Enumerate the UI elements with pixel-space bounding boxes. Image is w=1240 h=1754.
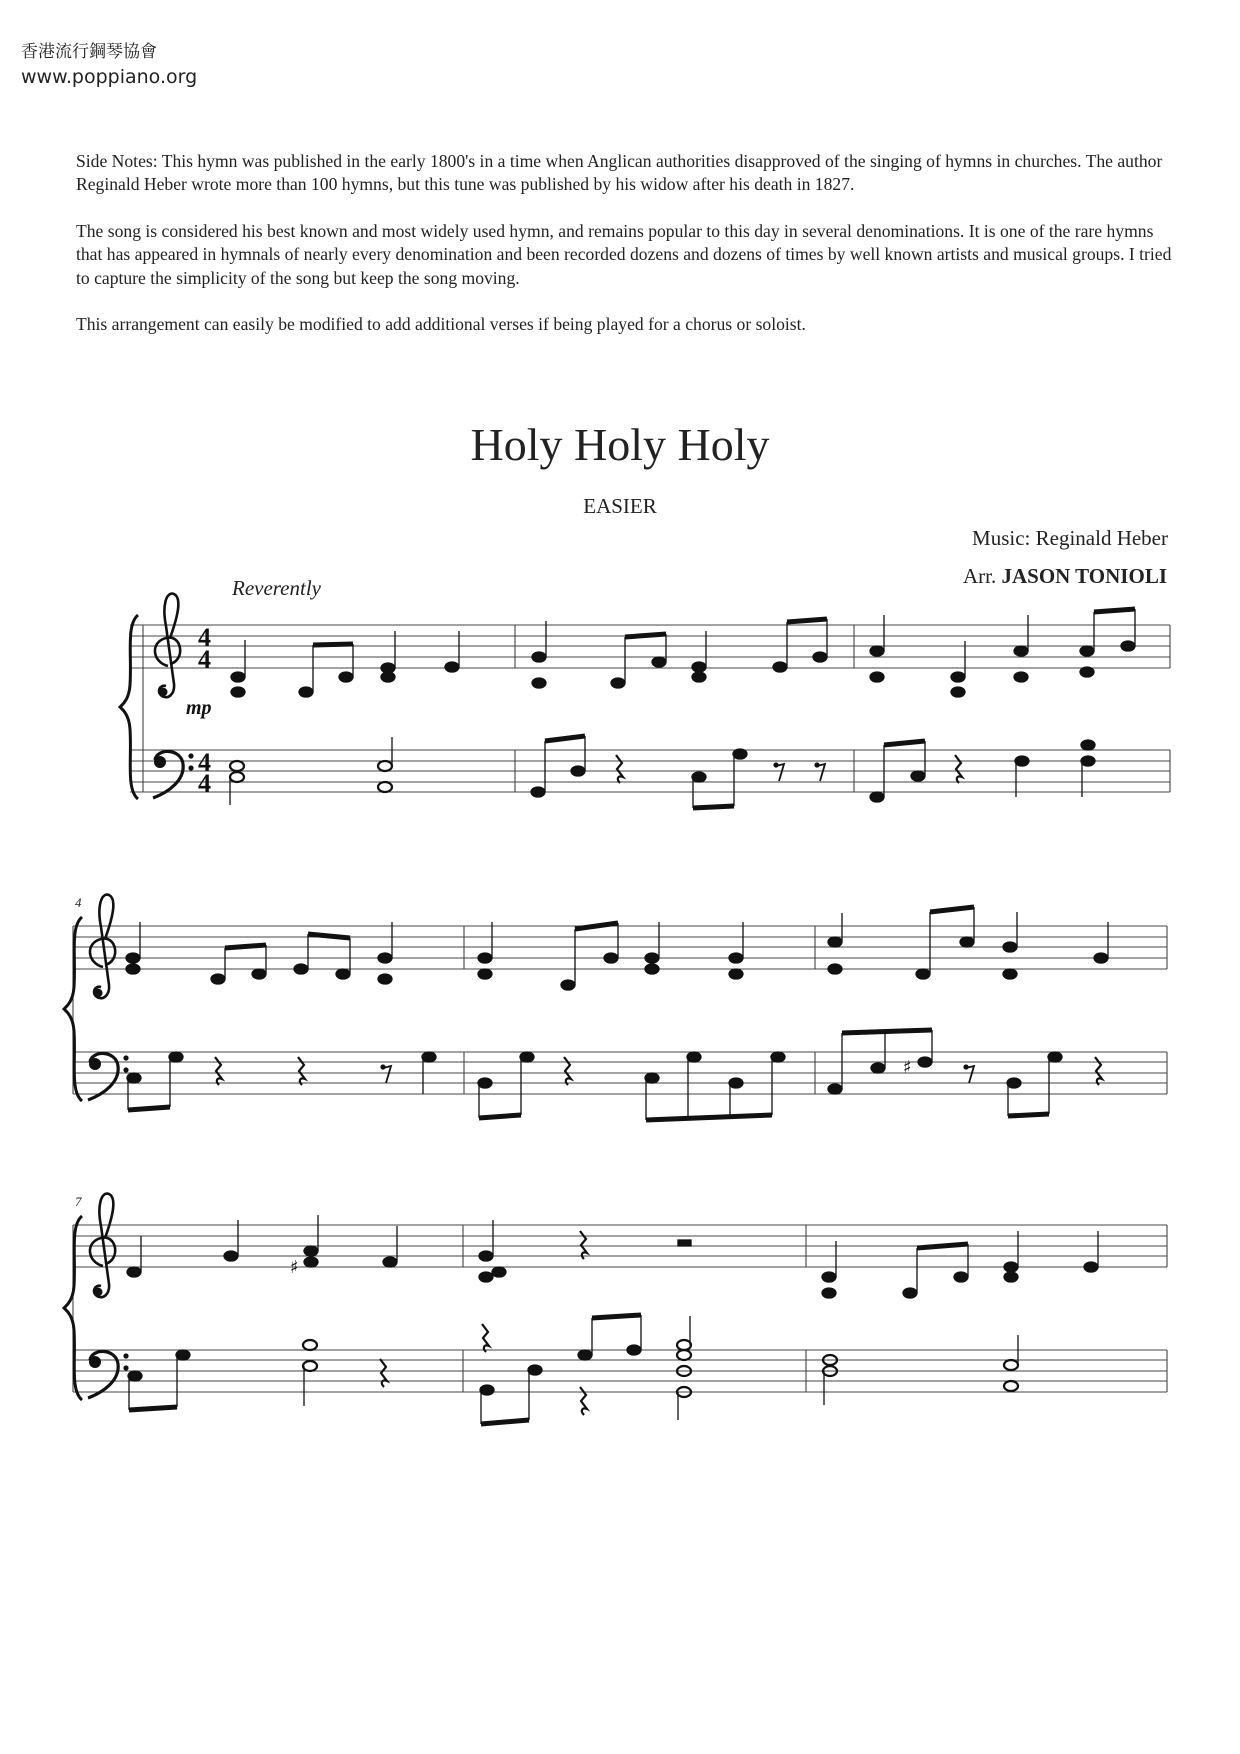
side-note-paragraph: This arrangement can easily be modified to add additional verses if being played for a chorus or soloist. xyxy=(76,314,806,335)
system-1 xyxy=(120,594,1170,808)
watermark-association-name: 香港流行鋼琴協會 xyxy=(21,42,157,62)
score-subtitle: EASIER xyxy=(583,494,657,518)
bass-clef-icon xyxy=(88,1053,129,1100)
svg-text:4: 4 xyxy=(198,769,211,798)
svg-text:4: 4 xyxy=(198,748,211,777)
quarter-rest-icon xyxy=(298,1057,305,1085)
watermark-url: www.poppiano.org xyxy=(21,66,198,88)
system-2 xyxy=(64,895,1167,1120)
quarter-rest-icon xyxy=(482,1324,489,1352)
system-3 xyxy=(64,1194,1167,1424)
bass-clef-icon xyxy=(88,1351,129,1398)
quarter-rest-icon xyxy=(1095,1057,1102,1085)
tempo-marking: Reverently xyxy=(232,576,321,600)
measure-number: 7 xyxy=(75,1194,82,1209)
treble-clef-icon xyxy=(90,895,115,999)
quarter-rest-icon xyxy=(564,1057,571,1085)
eighth-rest-icon xyxy=(380,1064,391,1083)
treble-clef-icon xyxy=(90,1194,115,1298)
quarter-rest-icon xyxy=(215,1057,222,1085)
eighth-rest-icon xyxy=(963,1064,974,1083)
dynamic-mp: mp xyxy=(186,697,212,719)
measure-number: 4 xyxy=(75,895,82,910)
composer-credit: Music: Reginald Heber xyxy=(972,526,1168,550)
quarter-rest-icon xyxy=(580,1387,587,1415)
score-title: Holy Holy Holy xyxy=(470,419,770,470)
eighth-rest-icon xyxy=(773,762,784,781)
arranger-prefix: Arr. xyxy=(962,564,997,588)
quarter-rest-icon xyxy=(580,1231,587,1259)
quarter-rest-icon xyxy=(955,755,962,783)
svg-text:4: 4 xyxy=(198,645,211,674)
bass-clef-icon xyxy=(153,751,194,798)
side-note-paragraph: Side Notes: This hymn was published in the early 1800's in a time when Anglican authorities disapproved of the singing of hymns in churches. The author Reginald Heber wrote more than 100 hymns, but this tune was published by his widow after his death in 1827. xyxy=(76,151,1163,195)
quarter-rest-icon xyxy=(616,755,623,783)
treble-clef-icon xyxy=(155,594,180,698)
half-rest-icon xyxy=(678,1240,691,1246)
sharp-icon: ♯ xyxy=(290,1257,299,1278)
arranger-name: JASON TONIOLI xyxy=(1001,564,1167,588)
quarter-rest-icon xyxy=(380,1359,387,1387)
sharp-icon: ♯ xyxy=(903,1057,912,1078)
side-note-paragraph: The song is considered his best known and most widely used hymn, and remains popular to this day in several denominations. It is one of the rare hymns that has appeared in hymnals of nearly every denomination and been recorded dozens and dozens of times by well known artists and musical groups. I tried to capture the simplicity of the song but keep the song moving. xyxy=(76,220,1172,288)
svg-text:4: 4 xyxy=(198,623,211,652)
eighth-rest-icon xyxy=(814,762,825,781)
